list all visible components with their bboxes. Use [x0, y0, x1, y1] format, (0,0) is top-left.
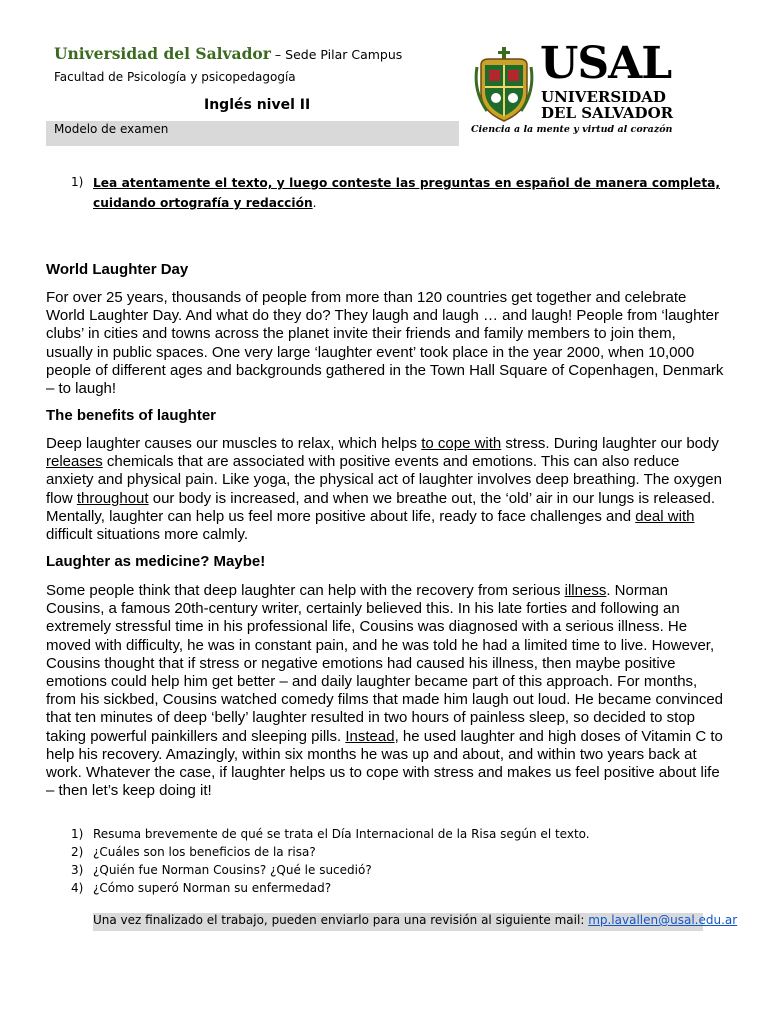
submission-note — [93, 913, 738, 931]
paragraph-2: Deep laughter causes our muscles to relax, which helps to cope with stress. During laughter our body releases chemicals that are associated with positive events and emotions. This can also reduce anxiety and physical pain. Like yoga, the physical act of laughter involves deep breathing. The oxygen flow throughout our body is increased, and when we breathe out, the ‘old’ air in our lungs is released. Mentally, laughter can help us feel more positive about life, ready to face challenges and deal with difficult situations more calmly. — [46, 435, 722, 544]
logo-acronym: USAL — [540, 38, 672, 89]
question-text: ¿Cuáles son los beneficios de la risa? — [93, 845, 316, 859]
campus-name: – Sede Pilar Campus — [270, 47, 403, 62]
faculty-name: Facultad de Psicología y psicopedagogía — [54, 70, 296, 84]
question-text: Resuma brevemente de qué se trata el Día Internacional de la Risa según el texto. — [93, 827, 590, 841]
question-text: ¿Quién fue Norman Cousins? ¿Qué le sucedió? — [93, 863, 372, 877]
exam-model-bar — [46, 121, 459, 146]
logo-line-1: UNIVERSIDAD — [541, 88, 666, 106]
question-number: 4) — [71, 881, 84, 895]
instruction-underlined: Lea atentamente el texto, y luego conteste las preguntas en español de manera completa, cuidando ortografía y redacción — [93, 176, 720, 210]
exam-model-label: Modelo de examen — [54, 122, 169, 136]
course-level: Inglés nivel II — [204, 97, 311, 113]
logo-line-2: DEL SALVADOR — [541, 104, 674, 122]
university-name: Universidad del Salvador – Sede Pilar Campus — [54, 44, 403, 63]
paragraph-1: For over 25 years, thousands of people from more than 120 countries get together and celebrate World Laughter Day. And what do they do? They laugh and laugh … and laugh! People from ‘laughter clubs’ in cities and towns across the planet invite their friends and family members to join them, usually in public spaces. One very large ‘laughter event’ took place in the year 2000, when 10,000 people of different ages and backgrounds gathered in the Town Hall Square of Copenhagen, Denmark – to laugh! — [46, 289, 724, 398]
question-number: 3) — [71, 863, 84, 877]
question-number: 2) — [71, 845, 84, 859]
question-text: ¿Cómo superó Norman su enfermedad? — [93, 881, 332, 895]
paragraph-3: Some people think that deep laughter can help with the recovery from serious illness. Norman Cousins, a famous 20th-century writer, certainly believed this. In his late forties and following an extremely stressful time in his professional life, Cousins was diagnosed with a serious illness. He moved with difficulty, he was in constant pain, and he was told he had a limited time to live. However, Cousins thought that if stress or negative emotions had caused his illness, then maybe positive emotions could help him get better – and daily laughter became part of this approach. For months, from his sickbed, Cousins watched comedy films that made him laugh out loud. He became convinced that ten minutes of deep ‘belly’ laughter resulted in two hours of painless sleep, so decided to stop taking powerful painkillers and sleeping pills. Instead, he used laughter and high doses of Vitamin C to help his recovery. Amazingly, within six months he was up and about, and within two years back at work. Whatever the case, if laughter helps us to cope with stress and makes us feel positive about life – then let’s keep doing it! — [46, 582, 723, 800]
question-number: 1) — [71, 827, 84, 841]
section-heading-medicine: Laughter as medicine? Maybe! — [46, 553, 266, 570]
submission-text: Una vez finalizado el trabajo, pueden enviarlo para una revisión al siguiente mail: mp.lavallen@usal.edu.ar — [93, 913, 738, 927]
usal-crest-icon — [473, 45, 535, 125]
instruction-text: Lea atentamente el texto, y luego conteste las preguntas en español de manera completa, cuidando ortografía y redacción. — [93, 176, 720, 210]
email-link[interactable]: mp.lavallen@usal.edu.ar — [588, 913, 738, 927]
reading-title: World Laughter Day — [46, 261, 189, 278]
section-heading-benefits: The benefits of laughter — [46, 407, 217, 424]
logo-motto: Ciencia a la mente y virtud al corazón — [471, 124, 673, 135]
instruction-number: 1) — [71, 175, 84, 189]
